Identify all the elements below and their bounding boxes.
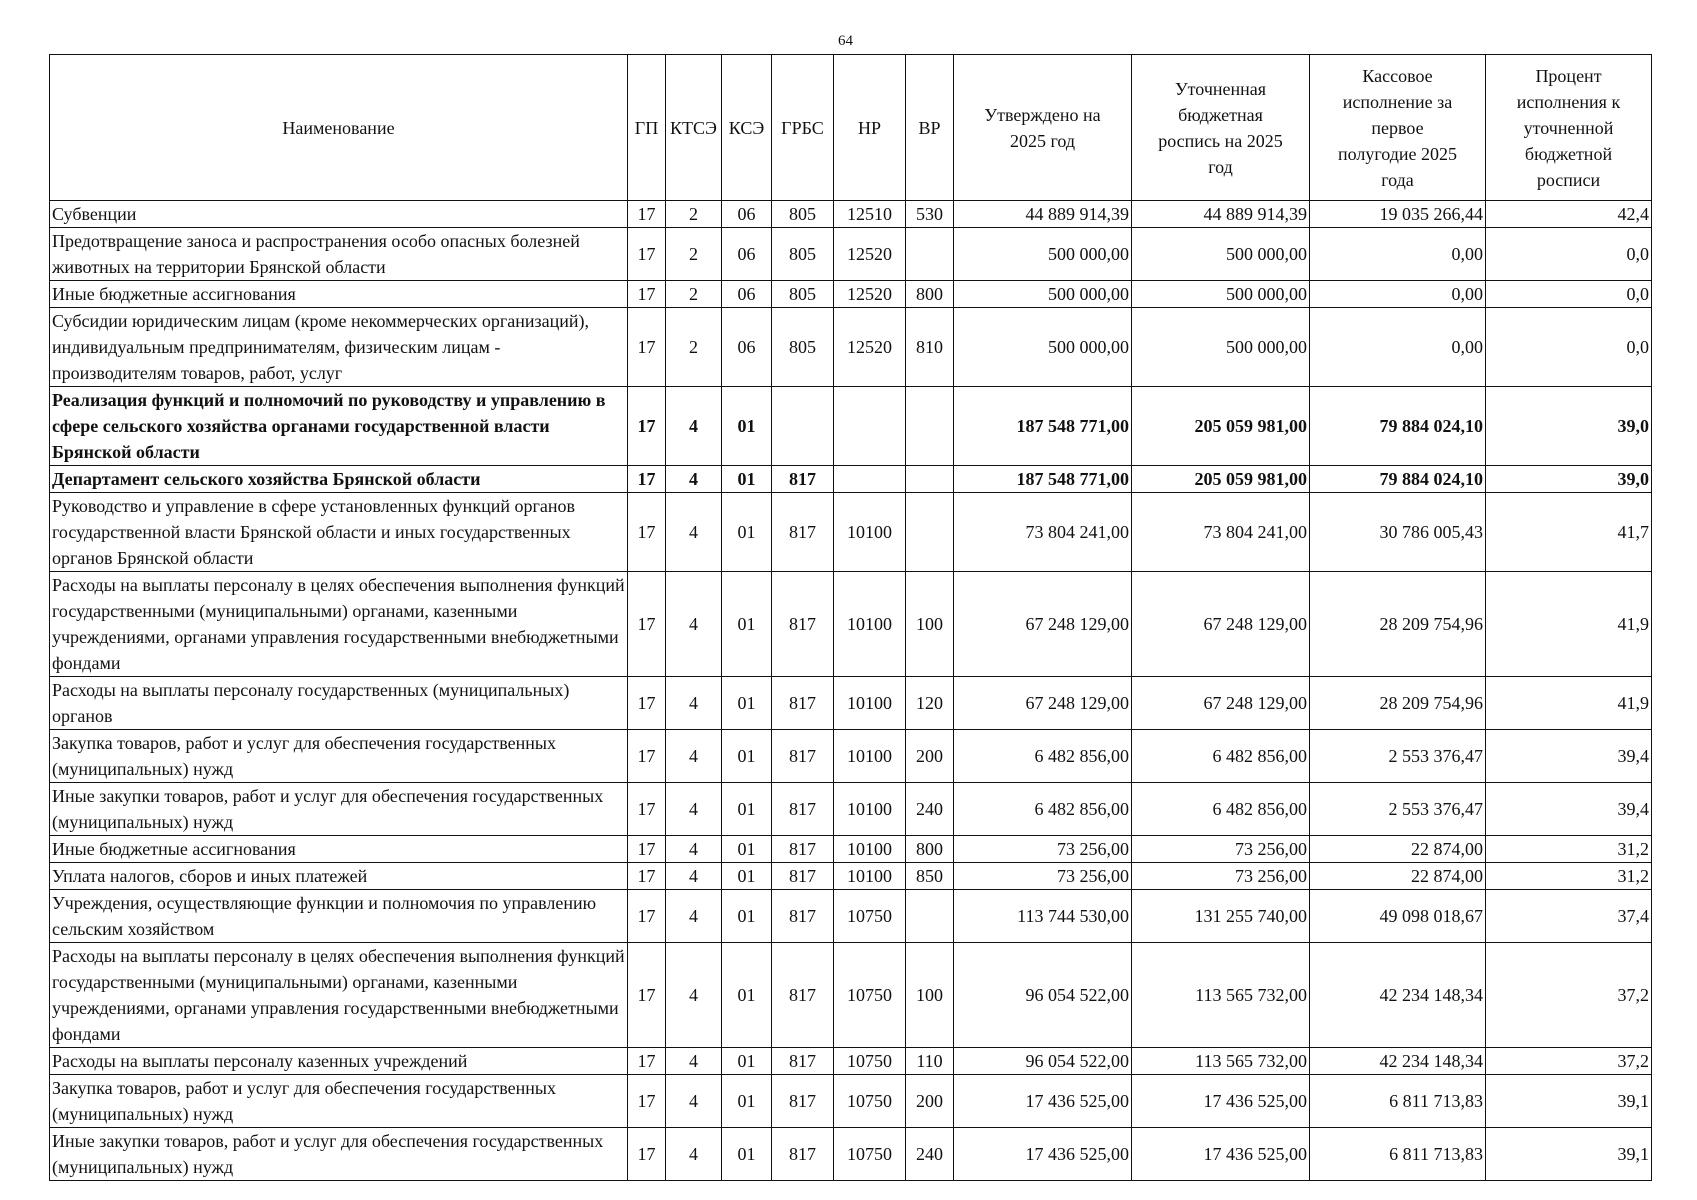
table-row [50, 943, 1652, 1048]
row-grbs: 817 [772, 943, 834, 1048]
row-gp: 17 [628, 863, 666, 890]
row-ktse: 4 [666, 493, 722, 572]
row-ktse: 4 [666, 783, 722, 836]
row-nr: 12510 [834, 201, 906, 228]
row-approved: 187 548 771,00 [954, 466, 1132, 493]
row-vr: 850 [906, 863, 954, 890]
row-percent: 42,4 [1486, 201, 1652, 228]
row-name: Иные закупки товаров, работ и услуг для обеспечения государственных (муниципальных) нужд [50, 1128, 628, 1181]
row-percent: 39,1 [1486, 1075, 1652, 1128]
row-kse: 01 [722, 1075, 772, 1128]
row-cash: 30 786 005,43 [1310, 493, 1486, 572]
row-nr: 10750 [834, 943, 906, 1048]
row-kse: 06 [722, 281, 772, 308]
row-refined: 73 256,00 [1132, 863, 1310, 890]
row-name: Уплата налогов, сборов и иных платежей [50, 863, 628, 890]
row-gp: 17 [628, 890, 666, 943]
table-row [50, 890, 1652, 943]
row-approved: 17 436 525,00 [954, 1075, 1132, 1128]
row-cash: 0,00 [1310, 308, 1486, 387]
row-grbs: 817 [772, 890, 834, 943]
row-cash: 42 234 148,34 [1310, 1048, 1486, 1075]
row-refined: 67 248 129,00 [1132, 677, 1310, 730]
row-nr: 10100 [834, 836, 906, 863]
row-cash: 79 884 024,10 [1310, 466, 1486, 493]
row-nr: 12520 [834, 308, 906, 387]
row-name: Иные закупки товаров, работ и услуг для обеспечения государственных (муниципальных) нужд [50, 783, 628, 836]
row-ktse: 4 [666, 943, 722, 1048]
row-vr: 200 [906, 730, 954, 783]
row-cash: 6 811 713,83 [1310, 1128, 1486, 1181]
row-nr: 10100 [834, 783, 906, 836]
row-ktse: 4 [666, 1048, 722, 1075]
header-cash: Кассовое исполнение за первое полугодие 2025 года [1310, 55, 1486, 201]
header-name: Наименование [50, 55, 628, 201]
row-refined: 67 248 129,00 [1132, 572, 1310, 677]
row-grbs: 817 [772, 493, 834, 572]
row-name: Субсидии юридическим лицам (кроме некоммерческих организаций), индивидуальным предпринимателям, физическим лицам - производителям товаров, работ, услуг [50, 308, 628, 387]
row-nr: 10100 [834, 677, 906, 730]
row-percent: 0,0 [1486, 308, 1652, 387]
row-grbs: 805 [772, 308, 834, 387]
page-number: 64 [838, 33, 853, 49]
table-row [50, 228, 1652, 281]
row-vr: 100 [906, 943, 954, 1048]
row-vr: 100 [906, 572, 954, 677]
row-nr [834, 466, 906, 493]
header-grbs: ГРБС [772, 55, 834, 201]
row-kse: 01 [722, 730, 772, 783]
row-kse: 01 [722, 1128, 772, 1181]
row-name: Иные бюджетные ассигнования [50, 281, 628, 308]
row-refined: 44 889 914,39 [1132, 201, 1310, 228]
row-refined: 500 000,00 [1132, 281, 1310, 308]
row-kse: 01 [722, 466, 772, 493]
row-kse: 01 [722, 890, 772, 943]
row-refined: 73 804 241,00 [1132, 493, 1310, 572]
row-ktse: 4 [666, 572, 722, 677]
row-grbs: 817 [772, 466, 834, 493]
row-vr: 200 [906, 1075, 954, 1128]
row-nr [834, 387, 906, 466]
table-row [50, 281, 1652, 308]
row-kse: 01 [722, 943, 772, 1048]
row-vr: 530 [906, 201, 954, 228]
row-vr [906, 466, 954, 493]
row-kse: 01 [722, 863, 772, 890]
table-row [50, 730, 1652, 783]
row-kse: 01 [722, 572, 772, 677]
row-ktse: 4 [666, 863, 722, 890]
row-nr: 10100 [834, 572, 906, 677]
row-percent: 39,1 [1486, 1128, 1652, 1181]
row-gp: 17 [628, 730, 666, 783]
row-cash: 49 098 018,67 [1310, 890, 1486, 943]
row-nr: 12520 [834, 228, 906, 281]
row-ktse: 2 [666, 201, 722, 228]
row-vr: 810 [906, 308, 954, 387]
row-vr: 800 [906, 281, 954, 308]
row-kse: 06 [722, 228, 772, 281]
row-gp: 17 [628, 308, 666, 387]
row-refined: 113 565 732,00 [1132, 1048, 1310, 1075]
table-row [50, 466, 1652, 493]
row-cash: 19 035 266,44 [1310, 201, 1486, 228]
row-grbs: 817 [772, 836, 834, 863]
row-cash: 79 884 024,10 [1310, 387, 1486, 466]
row-name: Руководство и управление в сфере установленных функций органов государственной власти Брянской области и иных государственных органов Брянской области [50, 493, 628, 572]
row-grbs: 817 [772, 572, 834, 677]
row-nr: 10100 [834, 493, 906, 572]
row-gp: 17 [628, 1048, 666, 1075]
row-cash: 22 874,00 [1310, 863, 1486, 890]
row-name: Реализация функций и полномочий по руководству и управлению в сфере сельского хозяйства органами государственной власти Брянской области [50, 387, 628, 466]
row-approved: 500 000,00 [954, 281, 1132, 308]
row-gp: 17 [628, 677, 666, 730]
row-approved: 73 256,00 [954, 863, 1132, 890]
row-percent: 39,4 [1486, 730, 1652, 783]
row-cash: 28 209 754,96 [1310, 677, 1486, 730]
row-nr: 12520 [834, 281, 906, 308]
table-row [50, 1128, 1652, 1181]
row-gp: 17 [628, 281, 666, 308]
row-nr: 10750 [834, 1048, 906, 1075]
row-vr [906, 228, 954, 281]
row-ktse: 4 [666, 890, 722, 943]
row-gp: 17 [628, 387, 666, 466]
row-name: Иные бюджетные ассигнования [50, 836, 628, 863]
row-refined: 113 565 732,00 [1132, 943, 1310, 1048]
row-refined: 17 436 525,00 [1132, 1128, 1310, 1181]
table-body [50, 201, 1652, 1181]
row-refined: 500 000,00 [1132, 308, 1310, 387]
row-ktse: 2 [666, 308, 722, 387]
row-name: Учреждения, осуществляющие функции и полномочия по управлению сельским хозяйством [50, 890, 628, 943]
row-grbs: 817 [772, 783, 834, 836]
row-approved: 44 889 914,39 [954, 201, 1132, 228]
row-percent: 0,0 [1486, 228, 1652, 281]
row-vr [906, 387, 954, 466]
table-row [50, 836, 1652, 863]
table-row [50, 308, 1652, 387]
row-approved: 96 054 522,00 [954, 943, 1132, 1048]
row-name: Расходы на выплаты персоналу в целях обеспечения выполнения функций государственными (муниципальными) органами, казенными учреждениями, органами управления государственными внебюджетными фондами [50, 943, 628, 1048]
row-kse: 01 [722, 493, 772, 572]
header-kse: КСЭ [722, 55, 772, 201]
row-kse: 01 [722, 387, 772, 466]
row-percent: 39,0 [1486, 387, 1652, 466]
row-approved: 113 744 530,00 [954, 890, 1132, 943]
row-vr [906, 890, 954, 943]
row-ktse: 4 [666, 1075, 722, 1128]
row-gp: 17 [628, 572, 666, 677]
row-name: Расходы на выплаты персоналу государственных (муниципальных) органов [50, 677, 628, 730]
row-ktse: 2 [666, 228, 722, 281]
row-cash: 0,00 [1310, 281, 1486, 308]
row-approved: 6 482 856,00 [954, 783, 1132, 836]
row-kse: 06 [722, 201, 772, 228]
table-header [50, 55, 1652, 201]
row-approved: 17 436 525,00 [954, 1128, 1132, 1181]
row-grbs: 817 [772, 1048, 834, 1075]
header-nr: НР [834, 55, 906, 201]
row-kse: 01 [722, 1048, 772, 1075]
table-row [50, 201, 1652, 228]
row-nr: 10750 [834, 1075, 906, 1128]
header-approved: Утверждено на 2025 год [954, 55, 1132, 201]
row-name: Закупка товаров, работ и услуг для обеспечения государственных (муниципальных) нужд [50, 730, 628, 783]
table-row [50, 572, 1652, 677]
row-name: Департамент сельского хозяйства Брянской области [50, 466, 628, 493]
row-name: Предотвращение заноса и распространения особо опасных болезней животных на территории Брянской области [50, 228, 628, 281]
row-kse: 01 [722, 677, 772, 730]
row-refined: 6 482 856,00 [1132, 730, 1310, 783]
header-vr: ВР [906, 55, 954, 201]
row-gp: 17 [628, 1128, 666, 1181]
table-row [50, 1048, 1652, 1075]
budget-table [49, 54, 1652, 1181]
row-cash: 42 234 148,34 [1310, 943, 1486, 1048]
row-percent: 37,4 [1486, 890, 1652, 943]
header-refined: Уточненная бюджетная роспись на 2025 год [1132, 55, 1310, 201]
table-row [50, 1075, 1652, 1128]
row-refined: 205 059 981,00 [1132, 466, 1310, 493]
row-grbs: 817 [772, 730, 834, 783]
table-row [50, 863, 1652, 890]
row-approved: 6 482 856,00 [954, 730, 1132, 783]
row-nr: 10750 [834, 890, 906, 943]
row-ktse: 4 [666, 677, 722, 730]
row-nr: 10100 [834, 730, 906, 783]
row-ktse: 2 [666, 281, 722, 308]
row-approved: 67 248 129,00 [954, 572, 1132, 677]
row-ktse: 4 [666, 836, 722, 863]
row-gp: 17 [628, 466, 666, 493]
row-vr: 800 [906, 836, 954, 863]
row-percent: 41,9 [1486, 677, 1652, 730]
row-grbs: 817 [772, 1128, 834, 1181]
row-ktse: 4 [666, 387, 722, 466]
header-gp: ГП [628, 55, 666, 201]
row-approved: 73 804 241,00 [954, 493, 1132, 572]
row-approved: 500 000,00 [954, 308, 1132, 387]
row-percent: 37,2 [1486, 1048, 1652, 1075]
row-vr: 240 [906, 1128, 954, 1181]
table-row [50, 783, 1652, 836]
row-refined: 500 000,00 [1132, 228, 1310, 281]
row-refined: 131 255 740,00 [1132, 890, 1310, 943]
row-refined: 6 482 856,00 [1132, 783, 1310, 836]
row-grbs: 805 [772, 201, 834, 228]
row-cash: 2 553 376,47 [1310, 783, 1486, 836]
row-ktse: 4 [666, 466, 722, 493]
row-cash: 0,00 [1310, 228, 1486, 281]
row-vr [906, 493, 954, 572]
row-cash: 6 811 713,83 [1310, 1075, 1486, 1128]
row-approved: 67 248 129,00 [954, 677, 1132, 730]
row-percent: 39,4 [1486, 783, 1652, 836]
row-approved: 96 054 522,00 [954, 1048, 1132, 1075]
row-percent: 39,0 [1486, 466, 1652, 493]
row-kse: 01 [722, 783, 772, 836]
row-vr: 120 [906, 677, 954, 730]
row-refined: 17 436 525,00 [1132, 1075, 1310, 1128]
row-vr: 240 [906, 783, 954, 836]
row-percent: 0,0 [1486, 281, 1652, 308]
row-nr: 10750 [834, 1128, 906, 1181]
row-cash: 22 874,00 [1310, 836, 1486, 863]
row-percent: 41,9 [1486, 572, 1652, 677]
row-percent: 41,7 [1486, 493, 1652, 572]
row-cash: 28 209 754,96 [1310, 572, 1486, 677]
row-kse: 06 [722, 308, 772, 387]
row-gp: 17 [628, 783, 666, 836]
row-approved: 500 000,00 [954, 228, 1132, 281]
header-percent: Процент исполнения к уточненной бюджетной росписи [1486, 55, 1652, 201]
row-grbs: 805 [772, 228, 834, 281]
row-grbs [772, 387, 834, 466]
row-name: Расходы на выплаты персоналу в целях обеспечения выполнения функций государственными (муниципальными) органами, казенными учреждениями, органами управления государственными внебюджетными фондами [50, 572, 628, 677]
row-name: Субвенции [50, 201, 628, 228]
row-approved: 73 256,00 [954, 836, 1132, 863]
row-gp: 17 [628, 943, 666, 1048]
row-grbs: 817 [772, 863, 834, 890]
row-vr: 110 [906, 1048, 954, 1075]
row-percent: 31,2 [1486, 863, 1652, 890]
row-gp: 17 [628, 493, 666, 572]
row-kse: 01 [722, 836, 772, 863]
table-row [50, 387, 1652, 466]
row-ktse: 4 [666, 730, 722, 783]
row-name: Закупка товаров, работ и услуг для обеспечения государственных (муниципальных) нужд [50, 1075, 628, 1128]
row-grbs: 817 [772, 677, 834, 730]
table-row [50, 493, 1652, 572]
row-grbs: 805 [772, 281, 834, 308]
row-nr: 10100 [834, 863, 906, 890]
row-refined: 73 256,00 [1132, 836, 1310, 863]
row-gp: 17 [628, 201, 666, 228]
row-gp: 17 [628, 1075, 666, 1128]
row-gp: 17 [628, 228, 666, 281]
row-percent: 31,2 [1486, 836, 1652, 863]
row-cash: 2 553 376,47 [1310, 730, 1486, 783]
header-ktse: КТСЭ [666, 55, 722, 201]
row-refined: 205 059 981,00 [1132, 387, 1310, 466]
table-row [50, 677, 1652, 730]
row-grbs: 817 [772, 1075, 834, 1128]
row-name: Расходы на выплаты персоналу казенных учреждений [50, 1048, 628, 1075]
row-gp: 17 [628, 836, 666, 863]
row-approved: 187 548 771,00 [954, 387, 1132, 466]
row-percent: 37,2 [1486, 943, 1652, 1048]
row-ktse: 4 [666, 1128, 722, 1181]
